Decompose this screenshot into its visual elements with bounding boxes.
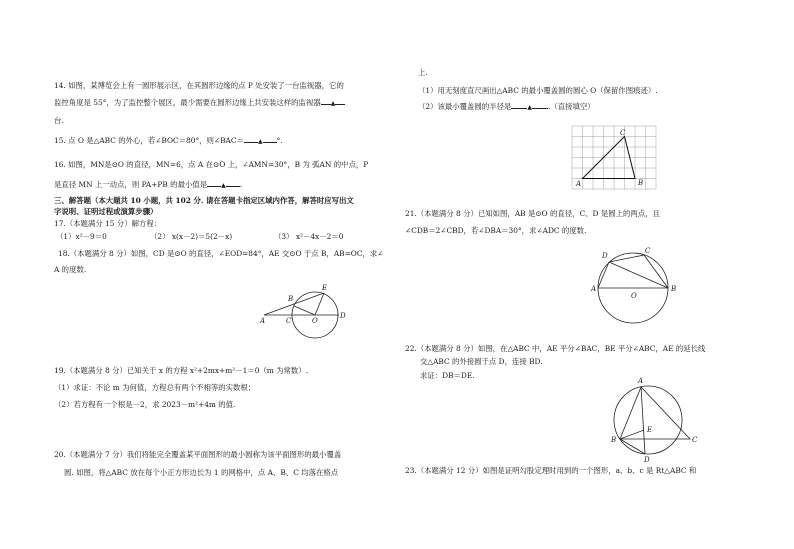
q20-part2 <box>418 102 595 112</box>
q21-chord-db <box>609 262 668 288</box>
q15-answer-blank[interactable]: ▲ <box>257 138 263 145</box>
q18-line-ae <box>264 293 324 315</box>
q20-underline-a <box>511 108 527 109</box>
q16-underline-a <box>207 186 221 187</box>
q20-line2: 圆. 如图，将△ABC 放在每个小正方形边长为 1 的网格中，点 A、B、C 均落在格点 <box>64 468 339 477</box>
q16-line2-text: 是直径 MN 上一动点，则 PA+PB 的最小值是 <box>54 180 208 189</box>
q18-line-ob <box>294 306 315 315</box>
q20-line1: 20.（本题满分 7 分）我们将能完全覆盖某平面图形的最小圆称为该平面图形的最小覆盖 <box>54 450 342 459</box>
q14-answer-underline-b <box>335 104 345 105</box>
q20-continuation: 上. <box>418 68 428 77</box>
q15-unit: °. <box>276 136 283 145</box>
q18-label-e: E <box>322 284 328 292</box>
q15-underline-b <box>263 142 277 143</box>
q20-underline-b <box>532 108 548 109</box>
q14-answer-underline-a <box>321 104 331 105</box>
q19-line1: 19.（本题满分 8 分）已知关于 x 的方程 x²+2mx+m²－1＝0（m 为常数）. <box>54 366 309 375</box>
q22-line1: 22.（本题满分 8 分）如图，在△ABC 中，AE 平分∠BAC，BE 平分∠ABC，AE 的延长线 <box>405 344 706 353</box>
q15-underline-a <box>244 142 258 143</box>
q18-label-o: O <box>312 317 318 325</box>
q21-label-b: B <box>671 285 677 293</box>
q16-end: . <box>239 180 243 189</box>
q21-label-d: D <box>602 252 608 260</box>
q21-label-o: O <box>631 292 637 300</box>
q22-line3: 求证：DB＝DE. <box>420 371 475 380</box>
q14-line2 <box>54 98 345 108</box>
section3-line2: 字说明、证明过程或演算步骤） <box>54 207 158 216</box>
q19-part2: （2）若方程有一个根是－2，求 2023－m²+4m 的值. <box>54 400 236 409</box>
q18-label-c: C <box>286 317 292 325</box>
q21-line2: ∠CDB＝2∠CBD，若∠DBA＝30°，求∠ADC 的度数. <box>405 226 587 235</box>
q14-line3: 台. <box>54 116 64 125</box>
q20-part2-text: （2）该最小覆盖圆的半径是 <box>418 102 512 111</box>
q21-label-a: A <box>591 285 597 293</box>
q17-title: 17.（本题满分 15 分）解方程： <box>54 219 162 228</box>
q14-answer-blank[interactable]: ▲ <box>330 100 336 107</box>
q18-line2: A 的度数. <box>54 265 87 274</box>
q21-label-c: C <box>645 247 651 255</box>
q20-part2-end: .（直接填空） <box>548 102 595 111</box>
q20-grid-lines <box>572 126 656 189</box>
q22-triangle-abc <box>620 387 690 439</box>
q21-chord-ad <box>598 262 609 288</box>
q14-line2-text: 监控角度是 55°，为了监控整个展区，最少需要在圆形边缘上共安装这样的监视器 <box>54 98 321 107</box>
q18-line-oe <box>315 293 324 315</box>
q22-label-b: B <box>611 436 617 444</box>
q18-label-a: A <box>260 317 266 325</box>
q18-label-d: D <box>340 312 346 320</box>
q15-text: 15. 点 O 是△ABC 的外心，若∠BOC＝80°，则∠BAC＝ <box>54 136 244 145</box>
q22-figure <box>608 372 698 462</box>
q22-label-a: A <box>638 377 644 385</box>
q20-label-c: C <box>620 129 626 137</box>
q16-line1: 16. 如图，MN是⊙O 的直径，MN=6，点 A 在⊙O 上，∠AMN=30°，B 为 弧AN 的中点，P <box>54 160 369 169</box>
q20-label-b: B <box>638 179 644 187</box>
q22-label-e: E <box>647 426 653 434</box>
q16-underline-b <box>226 186 240 187</box>
section3-line1: 三、解答题（本大题共 10 小题，共 102 分. 请在答题卡指定区域内作答，解答时应写出文 <box>54 196 354 205</box>
q18-label-b: B <box>288 295 294 303</box>
q20-part1: （1）用无刻度直尺画出△ABC 的最小覆盖圆的圆心 O（保留作图痕迹）. <box>418 86 658 95</box>
q16-line2 <box>54 180 242 190</box>
q18-line1: 18.（本题满分 8 分）如图，CD 是⊙O 的直径，∠EOD=84°，AE 交⊙O 于点 B，AB=OC，求∠ <box>58 249 384 258</box>
q22-line-be <box>620 430 644 439</box>
q17-part2: （2） x(x－2)＝5(2－x) <box>150 232 233 241</box>
q19-part1: （1）求证：不论 m 为何值，方程总有两个不相等的实数根； <box>54 383 256 392</box>
q22-line-bd <box>620 439 645 454</box>
q16-answer-blank[interactable]: ▲ <box>221 182 226 189</box>
q17-part3: （3） x²－4x－2＝0 <box>274 232 344 241</box>
q17-part1: （1）x²－9＝0 <box>56 232 107 241</box>
q22-line-ad <box>641 387 645 454</box>
q20-label-a: A <box>576 180 582 188</box>
q22-line2: 交△ABC 的外接圆于点 D，连接 BD. <box>420 357 543 366</box>
q23-line1: 23.（本题满分 12 分）如图是证明勾股定理时用到的一个图形，a、b、c 是 Rt△ABC 和 <box>405 466 697 475</box>
q20-answer-blank[interactable]: ▲ <box>527 104 533 111</box>
q20-grid-figure <box>570 124 660 194</box>
q21-line1: 21.（本题满分 8 分）已知如图，AB 是⊙O 的直径，C、D 是圆上的两点，且 <box>405 209 660 218</box>
q14-line1: 14. 如图，某博览会上有一圆形展示区，在其圆形边缘的点 P 处安装了一台监视器，它的 <box>54 81 344 90</box>
q18-figure <box>255 280 355 335</box>
q21-figure <box>588 244 678 304</box>
q15-line <box>54 136 283 146</box>
q22-label-d: D <box>644 456 650 464</box>
q22-label-c: C <box>692 436 698 444</box>
